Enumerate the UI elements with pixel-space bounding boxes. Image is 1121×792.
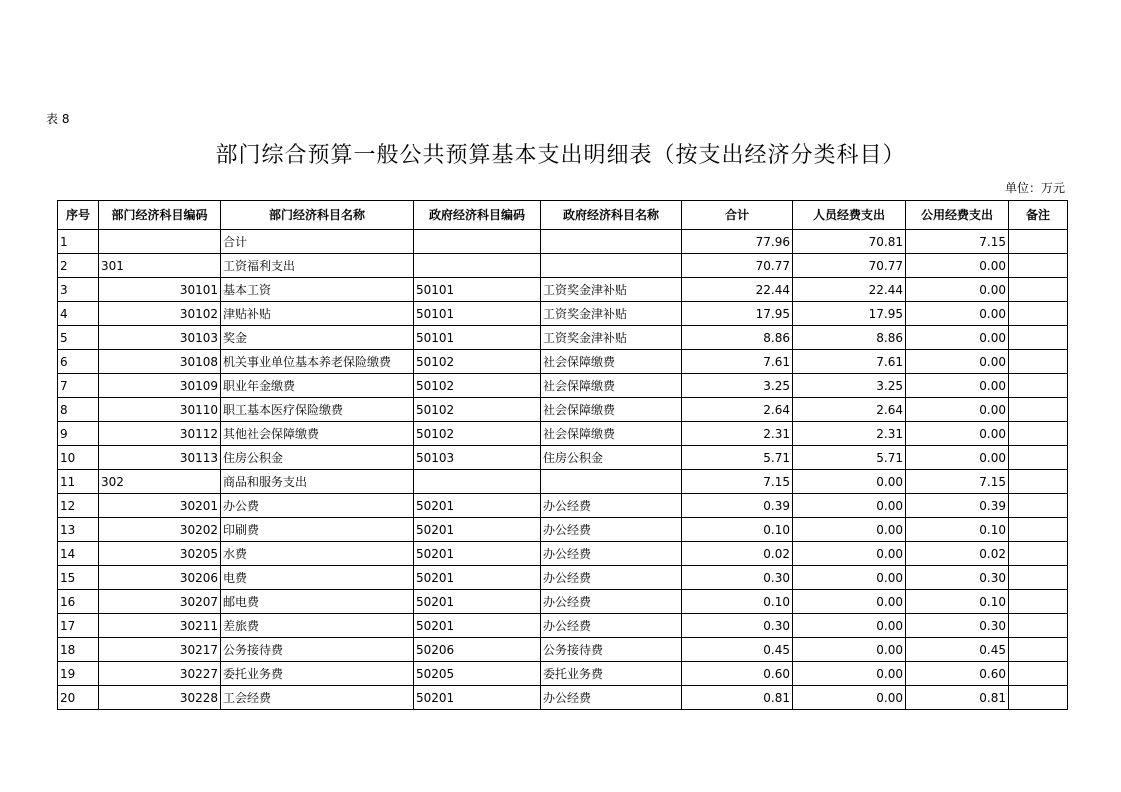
- cell-personnel: 22.44: [793, 278, 906, 302]
- cell-total: 8.86: [682, 326, 793, 350]
- cell-seq: 11: [58, 470, 99, 494]
- cell-dept-code: 30201: [99, 494, 221, 518]
- table-row: [58, 686, 1068, 710]
- cell-dept-name: 水费: [221, 542, 414, 566]
- cell-gov-name: 办公经费: [541, 542, 682, 566]
- cell-gov-code: 50205: [414, 662, 541, 686]
- cell-dept-code: 30206: [99, 566, 221, 590]
- cell-personnel: 0.00: [793, 614, 906, 638]
- cell-total: 77.96: [682, 230, 793, 254]
- table-row: [58, 350, 1068, 374]
- cell-dept-name: 工资福利支出: [221, 254, 414, 278]
- cell-dept-code: 301: [99, 254, 221, 278]
- cell-dept-code: 30227: [99, 662, 221, 686]
- cell-dept-code: 30228: [99, 686, 221, 710]
- table-row: [58, 566, 1068, 590]
- cell-gov-name: 办公经费: [541, 494, 682, 518]
- cell-remark: [1009, 590, 1068, 614]
- cell-public: 0.10: [906, 590, 1009, 614]
- cell-public: 0.30: [906, 614, 1009, 638]
- cell-gov-code: [414, 230, 541, 254]
- cell-personnel: 17.95: [793, 302, 906, 326]
- cell-seq: 10: [58, 446, 99, 470]
- cell-public: 0.10: [906, 518, 1009, 542]
- cell-personnel: 0.00: [793, 638, 906, 662]
- cell-gov-code: 50201: [414, 518, 541, 542]
- table-row: [58, 302, 1068, 326]
- cell-gov-code: [414, 254, 541, 278]
- cell-remark: [1009, 638, 1068, 662]
- cell-gov-name: 办公经费: [541, 518, 682, 542]
- cell-total: 3.25: [682, 374, 793, 398]
- cell-seq: 17: [58, 614, 99, 638]
- cell-dept-name: 差旅费: [221, 614, 414, 638]
- cell-dept-code: 30110: [99, 398, 221, 422]
- cell-public: 0.00: [906, 278, 1009, 302]
- cell-dept-name: 商品和服务支出: [221, 470, 414, 494]
- cell-dept-code: 30102: [99, 302, 221, 326]
- cell-dept-code: 30211: [99, 614, 221, 638]
- cell-dept-code: 30205: [99, 542, 221, 566]
- cell-gov-name: 工资奖金津补贴: [541, 302, 682, 326]
- cell-seq: 7: [58, 374, 99, 398]
- cell-dept-code: 30112: [99, 422, 221, 446]
- cell-public: 0.30: [906, 566, 1009, 590]
- cell-remark: [1009, 686, 1068, 710]
- cell-personnel: 3.25: [793, 374, 906, 398]
- table-row: [58, 278, 1068, 302]
- cell-public: 0.39: [906, 494, 1009, 518]
- cell-gov-name: 办公经费: [541, 686, 682, 710]
- cell-total: 0.45: [682, 638, 793, 662]
- cell-remark: [1009, 518, 1068, 542]
- cell-remark: [1009, 302, 1068, 326]
- cell-gov-name: 办公经费: [541, 590, 682, 614]
- cell-public: 0.60: [906, 662, 1009, 686]
- cell-remark: [1009, 566, 1068, 590]
- page-title: 部门综合预算一般公共预算基本支出明细表（按支出经济分类科目）: [215, 143, 906, 168]
- table-header-row: [58, 201, 1068, 230]
- cell-gov-name: 社会保障缴费: [541, 374, 682, 398]
- cell-total: 17.95: [682, 302, 793, 326]
- cell-total: 0.02: [682, 542, 793, 566]
- cell-total: 7.15: [682, 470, 793, 494]
- cell-total: 7.61: [682, 350, 793, 374]
- cell-gov-code: 50102: [414, 350, 541, 374]
- cell-remark: [1009, 542, 1068, 566]
- cell-gov-name: 工资奖金津补贴: [541, 278, 682, 302]
- cell-personnel: 7.61: [793, 350, 906, 374]
- cell-total: 0.10: [682, 590, 793, 614]
- table-row: [58, 254, 1068, 278]
- cell-personnel: 8.86: [793, 326, 906, 350]
- cell-public: 0.00: [906, 374, 1009, 398]
- cell-seq: 19: [58, 662, 99, 686]
- col-header-remark: 备注: [1009, 201, 1068, 230]
- cell-remark: [1009, 470, 1068, 494]
- table-row: [58, 590, 1068, 614]
- cell-gov-code: [414, 470, 541, 494]
- cell-gov-code: 50101: [414, 302, 541, 326]
- cell-dept-code: 30103: [99, 326, 221, 350]
- cell-public: 0.00: [906, 422, 1009, 446]
- cell-remark: [1009, 278, 1068, 302]
- cell-public: 7.15: [906, 230, 1009, 254]
- cell-personnel: 0.00: [793, 518, 906, 542]
- cell-dept-name: 职工基本医疗保险缴费: [221, 398, 414, 422]
- cell-seq: 16: [58, 590, 99, 614]
- cell-gov-name: [541, 470, 682, 494]
- cell-seq: 8: [58, 398, 99, 422]
- cell-gov-code: 50102: [414, 398, 541, 422]
- cell-remark: [1009, 254, 1068, 278]
- table-row: [58, 518, 1068, 542]
- cell-total: 0.10: [682, 518, 793, 542]
- cell-gov-code: 50201: [414, 542, 541, 566]
- cell-dept-name: 工会经费: [221, 686, 414, 710]
- table-row: [58, 398, 1068, 422]
- cell-seq: 6: [58, 350, 99, 374]
- cell-dept-name: 职业年金缴费: [221, 374, 414, 398]
- cell-remark: [1009, 446, 1068, 470]
- cell-dept-code: [99, 230, 221, 254]
- cell-gov-name: [541, 254, 682, 278]
- cell-total: 70.77: [682, 254, 793, 278]
- table-row: [58, 374, 1068, 398]
- cell-gov-code: 50201: [414, 686, 541, 710]
- cell-personnel: 5.71: [793, 446, 906, 470]
- table-row: [58, 662, 1068, 686]
- cell-dept-code: 30113: [99, 446, 221, 470]
- cell-dept-name: 基本工资: [221, 278, 414, 302]
- cell-dept-name: 办公费: [221, 494, 414, 518]
- cell-gov-name: [541, 230, 682, 254]
- cell-dept-name: 奖金: [221, 326, 414, 350]
- col-header-gov-code: 政府经济科目编码: [414, 201, 541, 230]
- cell-total: 0.60: [682, 662, 793, 686]
- cell-gov-name: 办公经费: [541, 614, 682, 638]
- cell-total: 2.64: [682, 398, 793, 422]
- cell-gov-name: 社会保障缴费: [541, 398, 682, 422]
- cell-remark: [1009, 350, 1068, 374]
- cell-public: 0.00: [906, 254, 1009, 278]
- table-row: [58, 614, 1068, 638]
- cell-remark: [1009, 422, 1068, 446]
- cell-personnel: 0.00: [793, 590, 906, 614]
- cell-dept-name: 津贴补贴: [221, 302, 414, 326]
- cell-personnel: 0.00: [793, 686, 906, 710]
- cell-gov-name: 办公经费: [541, 566, 682, 590]
- cell-public: 0.00: [906, 398, 1009, 422]
- table-row: [58, 494, 1068, 518]
- table-row: [58, 446, 1068, 470]
- cell-total: 0.81: [682, 686, 793, 710]
- cell-public: 0.45: [906, 638, 1009, 662]
- cell-gov-code: 50206: [414, 638, 541, 662]
- cell-remark: [1009, 326, 1068, 350]
- cell-gov-name: 社会保障缴费: [541, 350, 682, 374]
- cell-dept-name: 住房公积金: [221, 446, 414, 470]
- cell-personnel: 0.00: [793, 470, 906, 494]
- cell-seq: 4: [58, 302, 99, 326]
- cell-dept-name: 邮电费: [221, 590, 414, 614]
- col-header-seq: 序号: [58, 201, 99, 230]
- col-header-dept-name: 部门经济科目名称: [221, 201, 414, 230]
- table-row: [58, 230, 1068, 254]
- cell-public: 0.00: [906, 326, 1009, 350]
- cell-dept-name: 印刷费: [221, 518, 414, 542]
- cell-dept-code: 30202: [99, 518, 221, 542]
- cell-seq: 18: [58, 638, 99, 662]
- cell-personnel: 0.00: [793, 542, 906, 566]
- cell-dept-code: 30109: [99, 374, 221, 398]
- cell-gov-name: 工资奖金津补贴: [541, 326, 682, 350]
- col-header-gov-name: 政府经济科目名称: [541, 201, 682, 230]
- cell-personnel: 0.00: [793, 662, 906, 686]
- cell-seq: 15: [58, 566, 99, 590]
- cell-dept-name: 电费: [221, 566, 414, 590]
- cell-dept-name: 机关事业单位基本养老保险缴费: [221, 350, 414, 374]
- col-header-total: 合计: [682, 201, 793, 230]
- cell-gov-code: 50101: [414, 278, 541, 302]
- cell-public: 0.02: [906, 542, 1009, 566]
- table-row: [58, 542, 1068, 566]
- cell-remark: [1009, 398, 1068, 422]
- cell-total: 0.39: [682, 494, 793, 518]
- cell-gov-name: 住房公积金: [541, 446, 682, 470]
- cell-personnel: 0.00: [793, 566, 906, 590]
- cell-dept-code: 30207: [99, 590, 221, 614]
- cell-dept-name: 委托业务费: [221, 662, 414, 686]
- cell-gov-name: 社会保障缴费: [541, 422, 682, 446]
- cell-gov-code: 50201: [414, 494, 541, 518]
- cell-public: 0.00: [906, 350, 1009, 374]
- budget-table: [57, 200, 1068, 710]
- cell-gov-name: 公务接待费: [541, 638, 682, 662]
- cell-total: 22.44: [682, 278, 793, 302]
- cell-personnel: 2.31: [793, 422, 906, 446]
- cell-public: 0.81: [906, 686, 1009, 710]
- cell-remark: [1009, 614, 1068, 638]
- cell-gov-code: 50101: [414, 326, 541, 350]
- col-header-personnel: 人员经费支出: [793, 201, 906, 230]
- cell-seq: 1: [58, 230, 99, 254]
- table-row: [58, 470, 1068, 494]
- table-row: [58, 326, 1068, 350]
- table-row: [58, 638, 1068, 662]
- cell-seq: 5: [58, 326, 99, 350]
- cell-personnel: 2.64: [793, 398, 906, 422]
- cell-seq: 14: [58, 542, 99, 566]
- cell-gov-name: 委托业务费: [541, 662, 682, 686]
- cell-dept-code: 30101: [99, 278, 221, 302]
- cell-remark: [1009, 662, 1068, 686]
- cell-dept-name: 合计: [221, 230, 414, 254]
- cell-dept-code: 302: [99, 470, 221, 494]
- cell-personnel: 0.00: [793, 494, 906, 518]
- cell-dept-code: 30108: [99, 350, 221, 374]
- cell-seq: 13: [58, 518, 99, 542]
- cell-total: 0.30: [682, 566, 793, 590]
- cell-remark: [1009, 374, 1068, 398]
- cell-public: 0.00: [906, 446, 1009, 470]
- cell-seq: 12: [58, 494, 99, 518]
- cell-seq: 20: [58, 686, 99, 710]
- unit-label: 单位：万元: [1004, 181, 1065, 195]
- col-header-dept-code: 部门经济科目编码: [99, 201, 221, 230]
- cell-total: 5.71: [682, 446, 793, 470]
- cell-gov-code: 50103: [414, 446, 541, 470]
- cell-gov-code: 50201: [414, 566, 541, 590]
- cell-public: 7.15: [906, 470, 1009, 494]
- cell-public: 0.00: [906, 302, 1009, 326]
- cell-dept-code: 30217: [99, 638, 221, 662]
- cell-seq: 2: [58, 254, 99, 278]
- cell-dept-name: 其他社会保障缴费: [221, 422, 414, 446]
- cell-gov-code: 50102: [414, 374, 541, 398]
- cell-seq: 3: [58, 278, 99, 302]
- cell-gov-code: 50102: [414, 422, 541, 446]
- cell-personnel: 70.77: [793, 254, 906, 278]
- cell-gov-code: 50201: [414, 590, 541, 614]
- cell-total: 0.30: [682, 614, 793, 638]
- cell-remark: [1009, 494, 1068, 518]
- cell-gov-code: 50201: [414, 614, 541, 638]
- cell-seq: 9: [58, 422, 99, 446]
- cell-total: 2.31: [682, 422, 793, 446]
- table-row: [58, 422, 1068, 446]
- cell-dept-name: 公务接待费: [221, 638, 414, 662]
- col-header-public: 公用经费支出: [906, 201, 1009, 230]
- table-number: 表 8: [46, 112, 70, 126]
- cell-remark: [1009, 230, 1068, 254]
- cell-personnel: 70.81: [793, 230, 906, 254]
